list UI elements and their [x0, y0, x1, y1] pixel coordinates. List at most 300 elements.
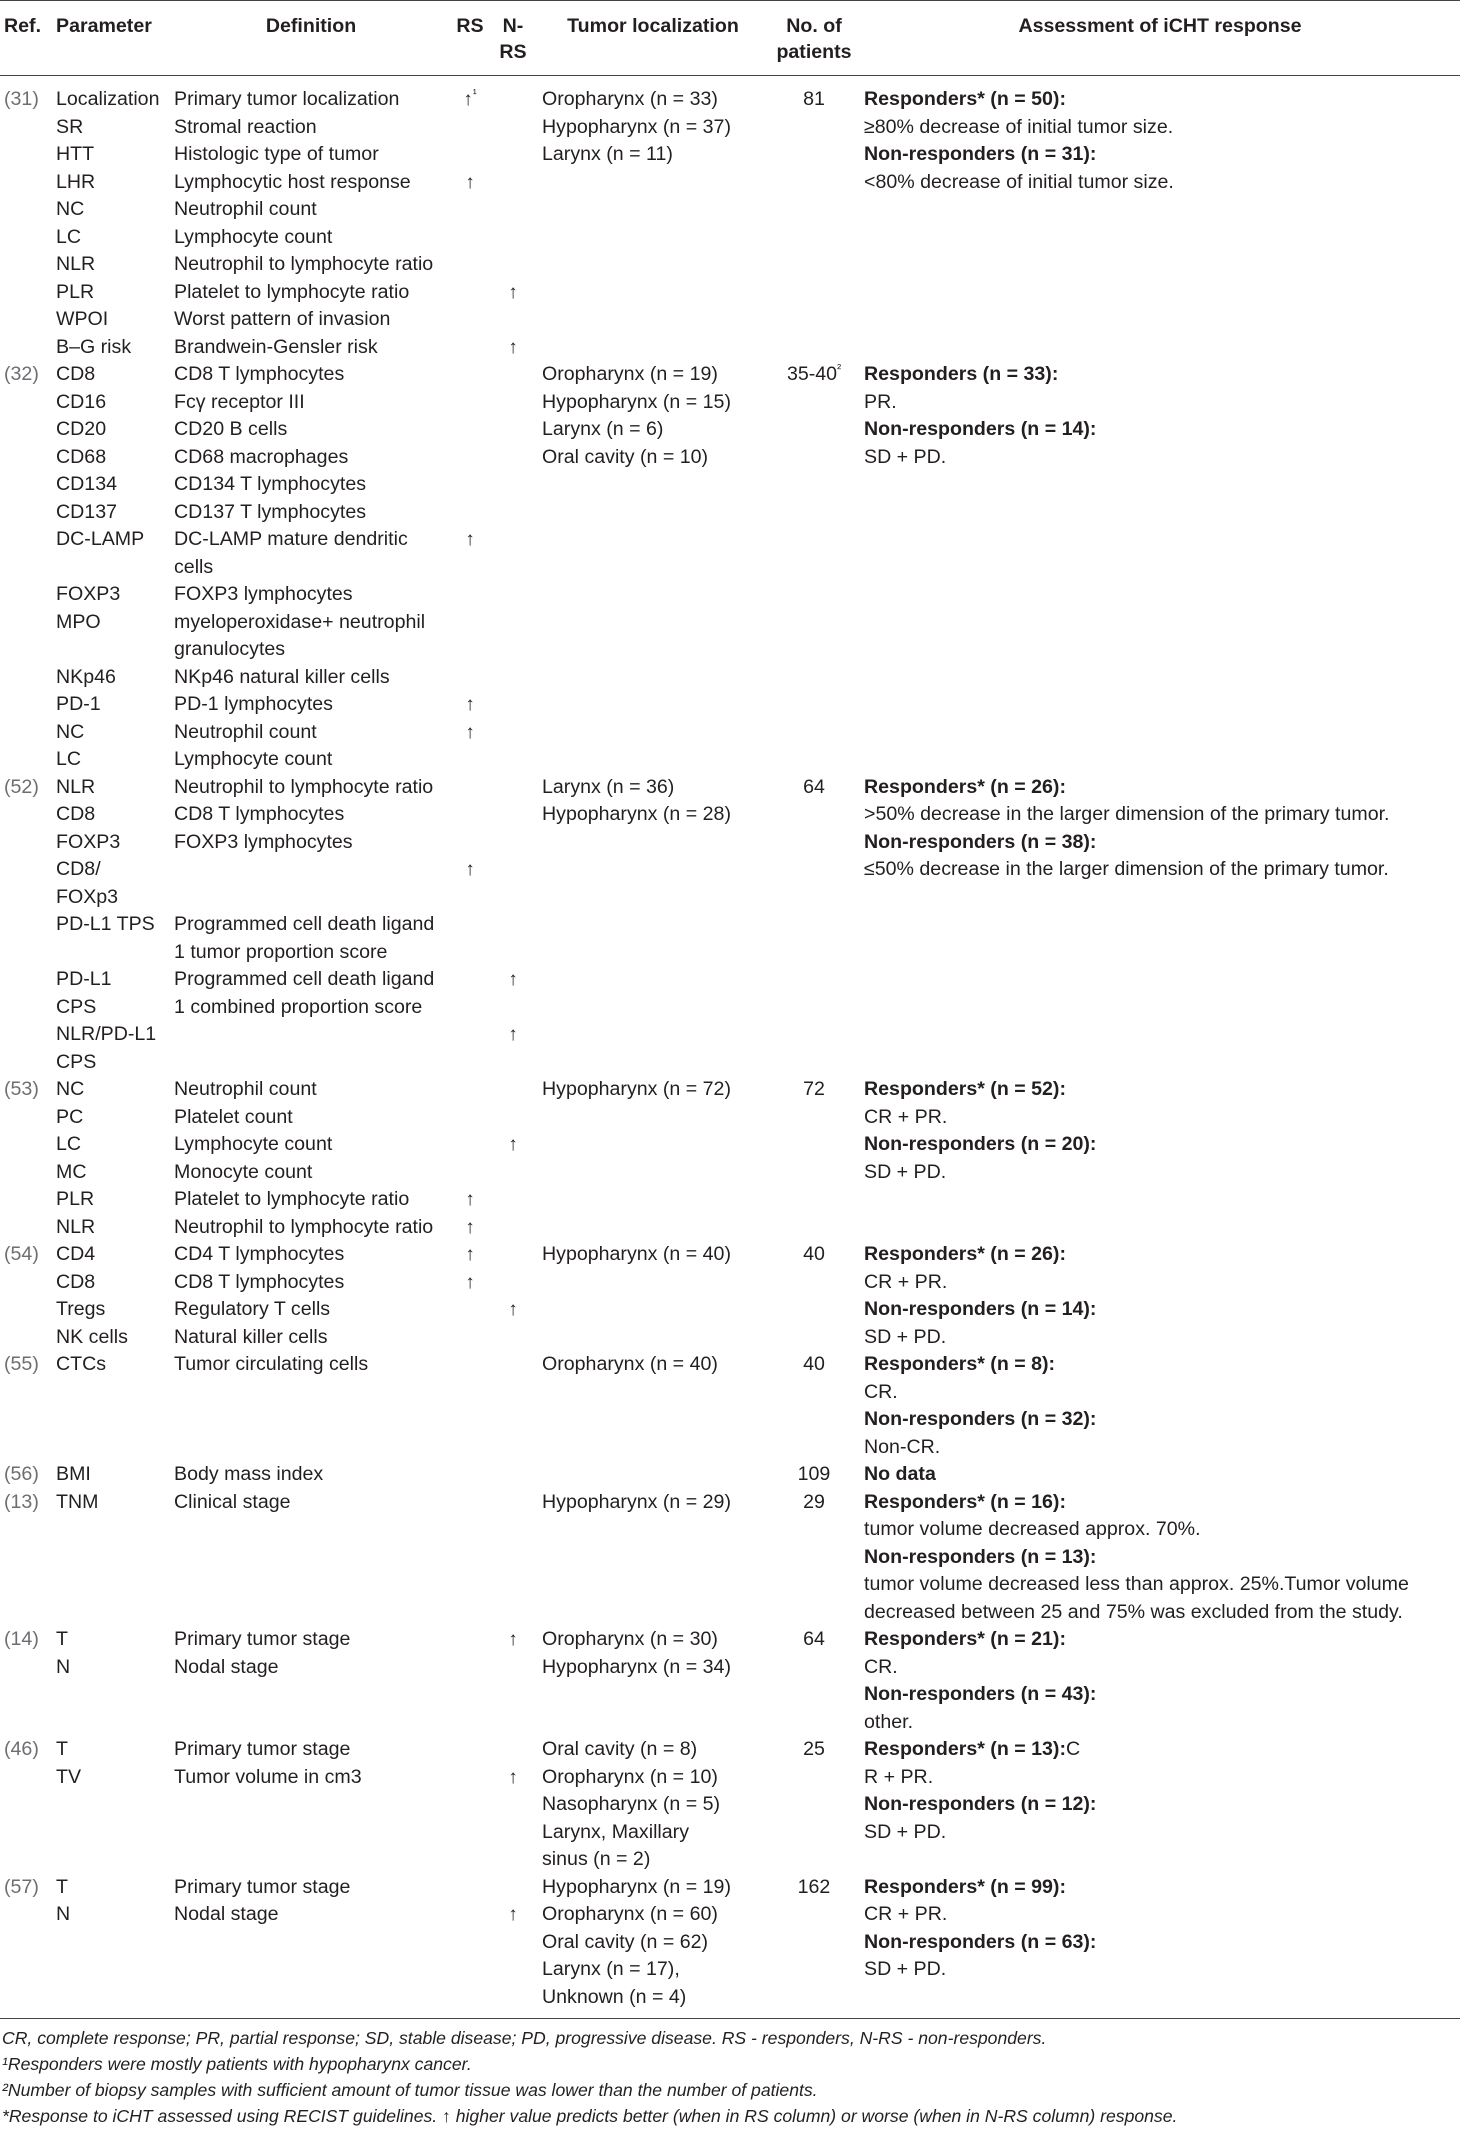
tumor-line: Larynx, Maxillary	[542, 1820, 689, 1843]
definition-line: Lymphocytic host response	[174, 170, 411, 193]
assessment-line	[864, 1516, 1456, 1544]
nrs-empty	[492, 499, 534, 527]
nrs-empty	[492, 1241, 534, 1269]
footnote: CR, complete response; PR, partial response; SD, stable disease; PD, progressive disease. RS - responders, N-RS - non-responders.	[2, 2028, 1047, 2048]
tumor-localization-cell	[538, 1461, 768, 1489]
tumor-line: Larynx (n = 6)	[542, 418, 664, 440]
rs-empty	[456, 966, 484, 994]
rs-empty	[456, 224, 484, 252]
definition-line: Histologic type of tumor	[174, 143, 379, 165]
nrs-cell	[488, 1351, 538, 1461]
parameter-line: LC	[56, 1133, 82, 1155]
nrs-cell	[488, 1241, 538, 1351]
nrs-empty	[492, 1186, 534, 1214]
definition-line: 1 combined proportion score	[174, 995, 423, 1018]
rs-arrow: ↑	[465, 694, 475, 715]
table-row	[0, 1736, 1460, 1874]
header-ref: Ref.	[0, 1, 52, 76]
patients-cell: 64	[803, 1628, 825, 1650]
assessment-text: SD + PD.	[864, 1160, 947, 1183]
assessment-text: Non-responders (n = 13):	[864, 1545, 1097, 1568]
definition-line: CD134 T lymphocytes	[174, 473, 367, 495]
parameter-line: Localization	[56, 88, 160, 110]
definition-cell	[170, 1076, 452, 1241]
definition-cell	[170, 76, 452, 362]
parameter-line: CD20	[56, 418, 107, 440]
definition-line: Primary tumor stage	[174, 1738, 351, 1760]
assessment-text: CR.	[864, 1655, 898, 1678]
rs-arrow: ↑	[465, 529, 475, 550]
tumor-line: Oral cavity (n = 10)	[542, 445, 709, 468]
parameter-line: CD8/	[56, 858, 101, 880]
rs-empty	[456, 389, 484, 417]
ref-cell: (13)	[4, 1490, 39, 1513]
definition-line	[174, 1021, 448, 1049]
assessment-line	[864, 1901, 1456, 1929]
table-row	[0, 1461, 1460, 1489]
nrs-empty	[492, 471, 534, 499]
ref-cell: (55)	[4, 1353, 39, 1375]
parameter-line: LC	[56, 225, 82, 248]
nrs-cell	[488, 1874, 538, 2012]
tumor-line: Hypopharynx (n = 28)	[542, 803, 731, 825]
rs-cell	[452, 1626, 488, 1736]
tumor-line: Hypopharynx (n = 15)	[542, 390, 731, 413]
tumor-line: Larynx (n = 36)	[542, 775, 675, 798]
rs-empty	[456, 1296, 484, 1324]
definition-line: Lymphocyte count	[174, 1133, 333, 1155]
parameter-line: CTCs	[56, 1353, 107, 1375]
definition-line: Nodal stage	[174, 1903, 279, 1925]
nrs-empty	[492, 884, 534, 912]
tumor-line: Oropharynx (n = 10)	[542, 1765, 718, 1788]
parameter-line: NLR/PD-L1	[56, 1023, 157, 1045]
nrs-empty	[492, 1351, 534, 1379]
definition-line	[174, 1049, 448, 1077]
parameter-line: NKp46	[56, 665, 116, 688]
table-row	[0, 1874, 1460, 2012]
rs-cell	[452, 1461, 488, 1489]
rs-cell	[452, 361, 488, 774]
assessment-text: Responders (n = 33):	[864, 363, 1059, 385]
definition-line: DC-LAMP mature dendritic	[174, 528, 408, 550]
assessment-line	[864, 169, 1456, 197]
assessment-cell	[860, 1461, 1460, 1489]
assessment-line	[864, 389, 1456, 417]
rs-empty	[456, 471, 484, 499]
rs-cell	[452, 1736, 488, 1874]
rs-empty	[456, 1076, 484, 1104]
patients-cell: 40	[803, 1353, 825, 1375]
tumor-localization-cell	[538, 774, 768, 1077]
assessment-heading	[864, 1351, 1456, 1379]
assessment-line	[864, 1324, 1456, 1352]
ref-cell: (53)	[4, 1078, 39, 1100]
nrs-empty	[492, 1461, 534, 1489]
assessment-text: R + PR.	[864, 1765, 934, 1788]
parameter-line: LC	[56, 748, 82, 770]
header-patients-line1: No. of	[786, 15, 842, 37]
footnote: *Response to iCHT assessed using RECIST guidelines. ↑ higher value predicts better (when in RS column) or worse (when in N-RS column) response.	[2, 2106, 1178, 2126]
tumor-line: Hypopharynx (n = 19)	[542, 1875, 731, 1898]
rs-empty	[456, 746, 484, 774]
nrs-empty	[492, 1049, 534, 1077]
assessment-heading	[864, 1461, 1456, 1489]
nrs-empty	[492, 1874, 534, 1902]
assessment-text: Responders* (n = 13):	[864, 1738, 1066, 1760]
assessment-cell	[860, 774, 1460, 1077]
definition-line: Neutrophil count	[174, 198, 317, 220]
rs-cell	[452, 1076, 488, 1241]
definition-line: Programmed cell death ligand	[174, 968, 435, 990]
rs-cell	[452, 774, 488, 1077]
rs-arrow: ↑	[465, 1244, 475, 1265]
nrs-arrow: ↑	[508, 1134, 518, 1155]
rs-empty	[456, 1461, 484, 1489]
rs-empty	[456, 1874, 484, 1902]
assessment-line	[864, 1709, 1456, 1737]
header-nrs: N-RS	[488, 1, 538, 76]
definition-line: 1 tumor proportion score	[174, 940, 388, 963]
assessment-heading	[864, 1874, 1456, 1902]
assessment-heading	[864, 1681, 1456, 1709]
ref-cell: (32)	[4, 363, 39, 385]
assessment-heading	[864, 1076, 1456, 1104]
rs-empty	[456, 1021, 484, 1049]
tumor-line: Hypopharynx (n = 37)	[542, 115, 731, 138]
rs-empty	[456, 306, 484, 334]
assessment-text: Responders* (n = 99):	[864, 1875, 1066, 1898]
assessment-cell	[860, 76, 1460, 362]
parameter-line: CD137	[56, 500, 117, 523]
definition-line: CD8 T lymphocytes	[174, 1270, 345, 1293]
nrs-arrow: ↑	[508, 1024, 518, 1045]
assessment-cell	[860, 1489, 1460, 1627]
parameter-line: PD-1	[56, 693, 101, 715]
nrs-arrow: ↑	[508, 1904, 518, 1925]
rs-empty	[456, 636, 484, 664]
rs-empty	[456, 1764, 484, 1792]
assessment-line	[864, 801, 1456, 829]
rs-empty	[456, 1159, 484, 1187]
nrs-arrow: ↑	[508, 336, 518, 358]
rs-empty	[456, 774, 484, 802]
assessment-text: PR.	[864, 390, 897, 413]
nrs-cell	[488, 76, 538, 362]
parameter-line: LHR	[56, 170, 96, 193]
assessment-cell	[860, 1241, 1460, 1351]
tumor-line: Oral cavity (n = 8)	[542, 1738, 698, 1760]
assessment-line	[864, 1654, 1456, 1682]
definition-line: Lymphocyte count	[174, 225, 333, 248]
assessment-cell	[860, 361, 1460, 774]
parameter-cell	[52, 361, 170, 774]
definition-line: CD20 B cells	[174, 418, 288, 440]
nrs-cell	[488, 1461, 538, 1489]
nrs-empty	[492, 361, 534, 389]
parameter-line: PLR	[56, 280, 95, 303]
parameter-line: NLR	[56, 253, 96, 275]
nrs-empty	[492, 994, 534, 1022]
assessment-text: Non-responders (n = 32):	[864, 1408, 1097, 1430]
definition-line: Nodal stage	[174, 1655, 279, 1678]
assessment-text: Responders* (n = 26):	[864, 1243, 1066, 1265]
rs-empty	[456, 884, 484, 912]
parameter-line: CPS	[56, 1050, 97, 1073]
definition-line: Neutrophil count	[174, 1078, 317, 1100]
nrs-empty	[492, 1159, 534, 1187]
rs-empty	[456, 1654, 484, 1682]
rs-empty	[456, 829, 484, 857]
parameter-line: T	[56, 1875, 68, 1898]
definition-line: Body mass index	[174, 1463, 324, 1485]
parameter-line: B–G risk	[56, 335, 132, 358]
definition-cell	[170, 1736, 452, 1874]
nrs-empty	[492, 856, 534, 884]
nrs-cell	[488, 1076, 538, 1241]
rs-empty	[456, 361, 484, 389]
ref-cell: (57)	[4, 1875, 39, 1898]
ref-cell: (14)	[4, 1628, 39, 1650]
parameter-line: NC	[56, 1078, 85, 1100]
rs-empty	[456, 1104, 484, 1132]
nrs-empty	[492, 169, 534, 197]
patients-cell: $35-40^{^2}$	[786, 361, 842, 385]
definition-line: Clinical stage	[174, 1490, 291, 1513]
nrs-empty	[492, 1269, 534, 1297]
tumor-line: Unknown (n = 4)	[542, 1985, 687, 2008]
assessment-text: SD + PD.	[864, 1958, 947, 1980]
parameter-line: CPS	[56, 995, 97, 1018]
rs-empty	[456, 1049, 484, 1077]
assessment-cell	[860, 1626, 1460, 1736]
tumor-line: Hypopharynx (n = 34)	[542, 1655, 731, 1678]
nrs-arrow: ↑	[508, 1629, 518, 1650]
assessment-heading	[864, 86, 1456, 114]
tumor-line: Nasopharynx (n = 5)	[542, 1793, 721, 1815]
rs-empty	[456, 279, 484, 307]
nrs-empty	[492, 141, 534, 169]
table-row	[0, 1626, 1460, 1736]
ref-cell: (56)	[4, 1463, 39, 1485]
patients-cell: 162	[797, 1875, 831, 1898]
assessment-line	[864, 1764, 1456, 1792]
definition-cell	[170, 1241, 452, 1351]
rs-empty	[456, 1324, 484, 1352]
parameter-line	[56, 636, 166, 664]
assessment-text: Responders* (n = 26):	[864, 775, 1066, 798]
nrs-empty	[492, 86, 534, 114]
definition-line: CD137 T lymphocytes	[174, 500, 367, 523]
parameter-line: CD4	[56, 1243, 96, 1265]
nrs-empty	[492, 526, 534, 554]
assessment-heading	[864, 774, 1456, 802]
footnotes	[0, 2018, 1460, 2129]
header-definition: Definition	[170, 1, 452, 76]
definition-line: FOXP3 lymphocytes	[174, 583, 353, 605]
definition-line: Primary tumor stage	[174, 1875, 351, 1898]
definition-line: Tumor circulating cells	[174, 1353, 369, 1375]
rs-cell	[452, 1241, 488, 1351]
nrs-empty	[492, 306, 534, 334]
rs-arrow: ↑	[465, 1189, 475, 1210]
definition-line: Neutrophil count	[174, 720, 317, 743]
assessment-heading	[864, 1406, 1456, 1434]
parameter-line: CD8	[56, 1270, 96, 1293]
rs-arrow: ↑	[465, 171, 475, 193]
rs-empty	[456, 994, 484, 1022]
tumor-localization-cell	[538, 1241, 768, 1351]
definition-cell	[170, 1461, 452, 1489]
parameter-line: SR	[56, 115, 84, 138]
header-assessment: Assessment of iCHT response	[860, 1, 1460, 76]
parameter-line: NK cells	[56, 1325, 128, 1348]
patients-cell: 81	[803, 88, 825, 110]
assessment-text: Responders* (n = 8):	[864, 1353, 1056, 1375]
assessment-text: SD + PD.	[864, 1820, 947, 1843]
parameter-line: N	[56, 1655, 71, 1678]
parameter-cell	[52, 1461, 170, 1489]
assessment-tail: C	[1065, 1738, 1081, 1760]
parameter-line: HTT	[56, 143, 95, 165]
assessment-heading	[864, 1241, 1456, 1269]
nrs-empty	[492, 251, 534, 279]
assessment-text: Non-responders (n = 43):	[864, 1683, 1097, 1705]
parameter-line: PLR	[56, 1188, 95, 1210]
tumor-line: Hypopharynx (n = 29)	[542, 1490, 731, 1513]
nrs-arrow: ↑	[508, 1299, 518, 1320]
rs-empty	[456, 609, 484, 637]
definition-line: Platelet to lymphocyte ratio	[174, 280, 410, 303]
assessment-cell	[860, 1736, 1460, 1874]
assessment-text: Non-responders (n = 20):	[864, 1133, 1097, 1155]
nrs-empty	[492, 1324, 534, 1352]
rs-empty	[456, 499, 484, 527]
rs-empty	[456, 1131, 484, 1159]
definition-line: Stromal reaction	[174, 115, 317, 138]
table-row	[0, 361, 1460, 774]
parameter-cell	[52, 1874, 170, 2012]
definition-line: Monocyte count	[174, 1160, 313, 1183]
assessment-line	[864, 856, 1456, 884]
nrs-empty	[492, 1214, 534, 1242]
parameter-cell	[52, 1351, 170, 1461]
definition-cell	[170, 361, 452, 774]
parameter-cell	[52, 1076, 170, 1241]
parameter-line: WPOI	[56, 308, 109, 330]
nrs-arrow: ↑	[508, 281, 518, 303]
definition-line: Neutrophil to lymphocyte ratio	[174, 253, 434, 275]
assessment-heading	[864, 1131, 1456, 1159]
parameter-line	[56, 939, 166, 967]
assessment-heading	[864, 1544, 1456, 1572]
assessment-text: Non-responders (n = 31):	[864, 143, 1097, 165]
assessment-heading	[864, 361, 1456, 389]
nrs-cell	[488, 1489, 538, 1627]
assessment-text: tumor volume decreased approx. 70%.	[864, 1518, 1201, 1540]
nrs-empty	[492, 1076, 534, 1104]
parameter-line: NLR	[56, 1215, 96, 1238]
assessment-line	[864, 114, 1456, 142]
rs-empty	[456, 664, 484, 692]
rs-empty	[456, 1351, 484, 1379]
definition-line: Neutrophil to lymphocyte ratio	[174, 1215, 434, 1238]
table-row	[0, 1241, 1460, 1351]
nrs-empty	[492, 939, 534, 967]
nrs-empty	[492, 224, 534, 252]
definition-line: Natural killer cells	[174, 1325, 328, 1348]
table-row	[0, 774, 1460, 1077]
nrs-empty	[492, 691, 534, 719]
patients-cell: 29	[803, 1490, 825, 1513]
nrs-empty	[492, 196, 534, 224]
assessment-text: Non-CR.	[864, 1435, 941, 1458]
parameter-line: NLR	[56, 775, 96, 798]
nrs-cell	[488, 774, 538, 1077]
patients-cell: 25	[803, 1738, 825, 1760]
tumor-line: Larynx (n = 17),	[542, 1958, 680, 1980]
table-row	[0, 1076, 1460, 1241]
definition-line: CD8 T lymphocytes	[174, 803, 345, 825]
parameter-line: DC-LAMP	[56, 528, 145, 550]
rs-empty	[456, 1901, 484, 1929]
assessment-heading	[864, 829, 1456, 857]
patients-cell: 40	[803, 1243, 825, 1265]
parameter-line: CD68	[56, 445, 107, 468]
parameter-line: FOXP3	[56, 583, 121, 605]
assessment-text: ≤50% decrease in the larger dimension of the primary tumor.	[864, 858, 1389, 880]
assessment-text: Non-responders (n = 63):	[864, 1930, 1097, 1953]
definition-line: Neutrophil to lymphocyte ratio	[174, 775, 434, 798]
nrs-empty	[492, 774, 534, 802]
assessment-line	[864, 1819, 1456, 1847]
nrs-empty	[492, 581, 534, 609]
definition-line: NKp46 natural killer cells	[174, 665, 390, 688]
tumor-localization-cell	[538, 76, 768, 362]
parameter-line: PD-L1 TPS	[56, 913, 155, 935]
parameter-line: BMI	[56, 1463, 91, 1485]
assessment-heading	[864, 1626, 1456, 1654]
assessment-text: CR + PR.	[864, 1105, 948, 1128]
header-patients-line2: patients	[776, 41, 852, 63]
nrs-cell	[488, 361, 538, 774]
definition-line: Worst pattern of invasion	[174, 308, 391, 330]
parameter-cell	[52, 1489, 170, 1627]
tumor-line: Oropharynx (n = 33)	[542, 88, 718, 110]
assessment-text: CR.	[864, 1380, 898, 1403]
parameter-cell	[52, 774, 170, 1077]
parameter-line: MC	[56, 1160, 87, 1183]
parameter-line: PC	[56, 1105, 84, 1128]
nrs-empty	[492, 444, 534, 472]
rs-empty	[456, 939, 484, 967]
nrs-empty	[492, 1654, 534, 1682]
assessment-heading	[864, 1489, 1456, 1517]
tumor-line: Oropharynx (n = 40)	[542, 1353, 718, 1375]
definition-line: Regulatory T cells	[174, 1298, 331, 1320]
tumor-line: Oropharynx (n = 60)	[542, 1903, 718, 1925]
parameter-line: TV	[56, 1765, 82, 1788]
ref-cell: (46)	[4, 1738, 39, 1760]
rs-empty	[456, 1626, 484, 1654]
parameter-line: FOXP3	[56, 830, 121, 853]
rs-empty	[456, 581, 484, 609]
parameter-line: N	[56, 1903, 71, 1925]
nrs-empty	[492, 911, 534, 939]
assessment-text: <80% decrease of initial tumor size.	[864, 170, 1174, 193]
definition-line: CD8 T lymphocytes	[174, 363, 345, 385]
parameter-cell	[52, 1241, 170, 1351]
